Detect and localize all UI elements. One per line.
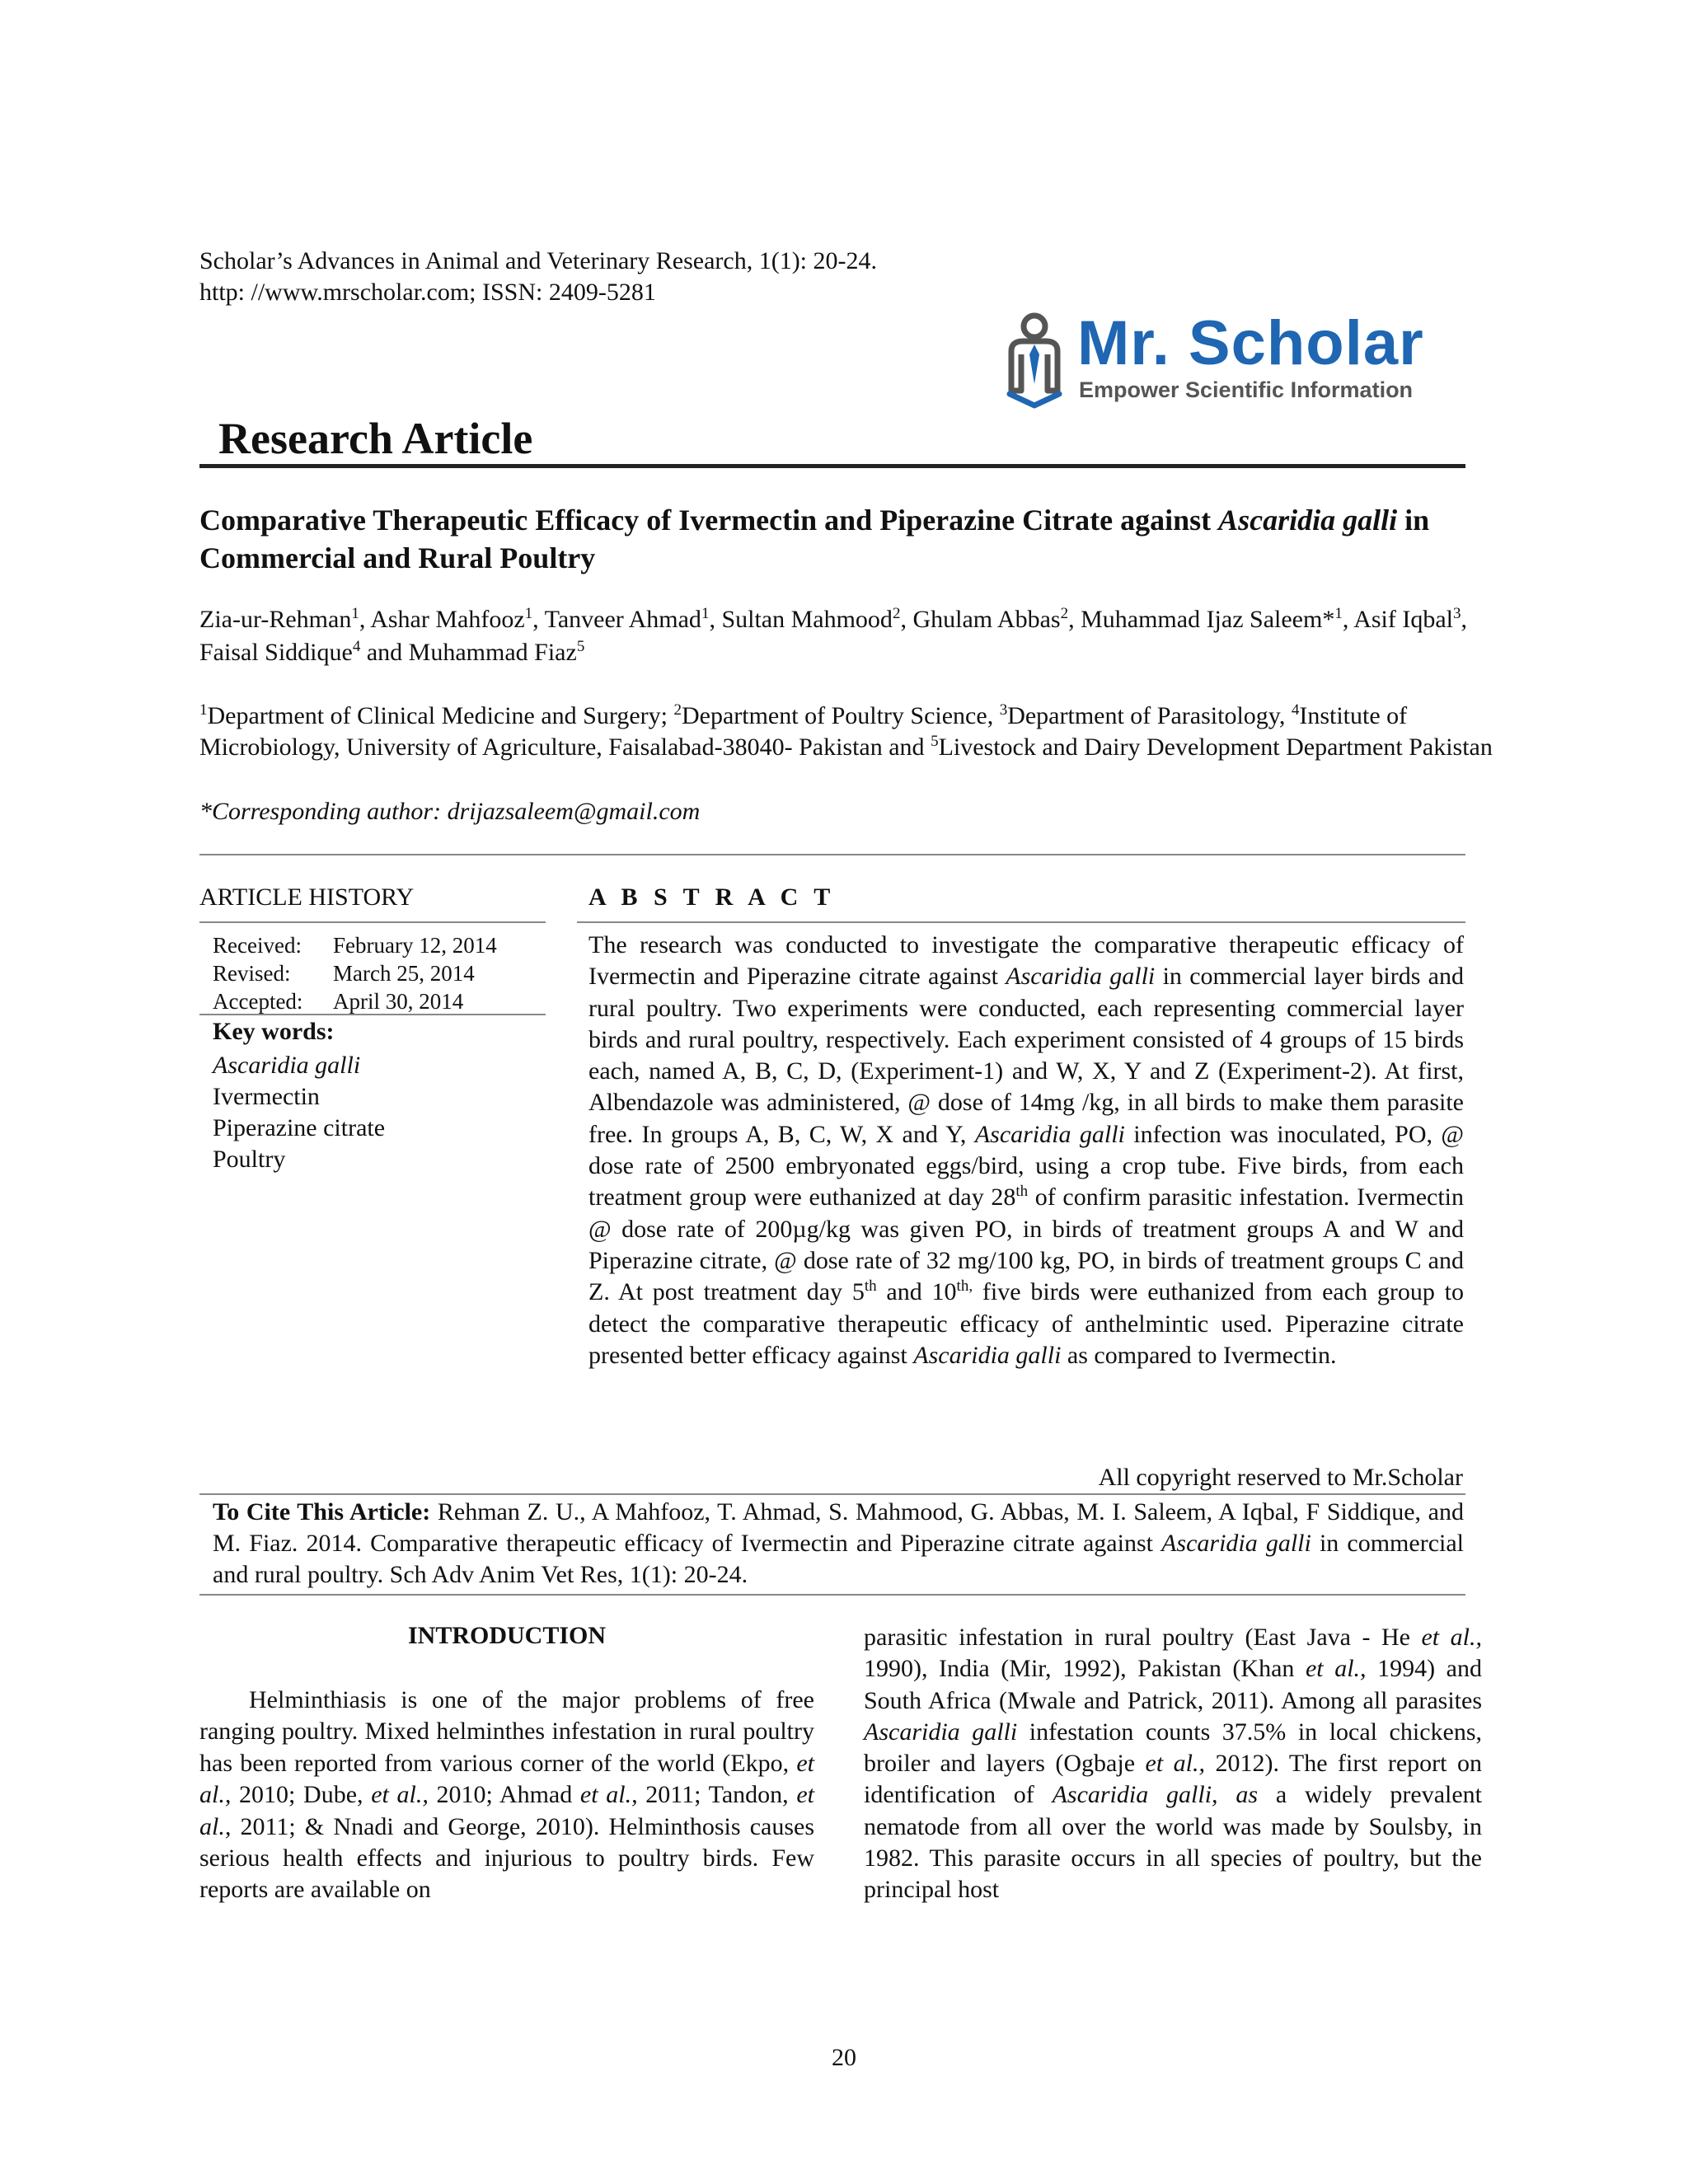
affiliation-number: 3: [999, 701, 1008, 719]
body-text: 1990), India (Mir, 1992), Pakistan (Khan: [864, 1655, 1306, 1683]
citation-italic: et al.,: [199, 1781, 814, 1840]
corresponding-author: *Corresponding author: drijazsaleem@gmail.com: [199, 798, 701, 825]
body-text: 2010; Ahmad: [428, 1781, 580, 1809]
author-name: Muhammad Ijaz Saleem*: [1081, 606, 1335, 633]
affiliation-number: 2: [673, 701, 682, 719]
introduction-heading: INTRODUCTION: [407, 1622, 607, 1649]
cite-label: To Cite This Article:: [213, 1498, 431, 1526]
author-name: Sultan Mahmood: [721, 606, 893, 633]
affiliation-text: Livestock and Dairy Development Department Pakistan: [938, 733, 1493, 761]
abstract-body: [588, 930, 1464, 1371]
page-number: 20: [832, 2044, 856, 2071]
abstract-text: infection was inoculated, PO, @ dose rate of 2500 embryonated eggs/bird, using a crop tube. Five birds, from each treatment group were euthanized at day 28: [588, 1120, 1464, 1212]
author-affiliation-number: 1: [1334, 605, 1343, 622]
accepted-label: Accepted:: [213, 989, 303, 1014]
title-part2: in Commercial and Rural Poultry: [199, 504, 1430, 574]
author-separator: and: [360, 639, 409, 666]
affiliation-number: 4: [1291, 701, 1300, 719]
abstract-species: Ascaridia galli: [1006, 963, 1156, 991]
abstract-text: five birds were euthanized from each group to detect the comparative therapeutic efficacy of anthelmintic used. Piperazine citrate presented better efficacy against: [588, 1278, 1464, 1369]
citation-italic: et al.,: [371, 1781, 429, 1809]
keyword-item: Ivermectin: [213, 1083, 320, 1110]
body-text: 2011; & Nnadi and George, 2010). Helminthosis causes serious health effects and injurious to poultry birds. Few reports are available on: [199, 1812, 814, 1904]
affiliation-text: Institute of Microbiology, University of Agriculture, Faisalabad-38040- Pakistan and: [199, 702, 1408, 761]
citation-italic: Ascaridia galli: [864, 1718, 1018, 1746]
header-divider: [199, 464, 1465, 468]
citation-italic: et al.,: [1305, 1655, 1367, 1683]
author-separator: ,: [1461, 606, 1467, 633]
introduction-column-left: [199, 1685, 814, 1906]
author-separator: ,: [1068, 606, 1081, 633]
received-row: [213, 931, 497, 959]
abstract-heading: A B S T R A C T: [588, 883, 836, 911]
affiliation-text: Department of Parasitology,: [1007, 702, 1292, 729]
keywords-list: [213, 1050, 385, 1175]
author-affiliation-number: 2: [1060, 605, 1069, 622]
citation-italic: et al.,: [1421, 1624, 1482, 1651]
citation-block: [213, 1497, 1464, 1591]
publisher-logo: [1001, 308, 1479, 419]
affiliation-number: 5: [931, 733, 939, 750]
history-divider-bottom: [199, 1014, 546, 1015]
author-affiliation-number: 2: [892, 605, 901, 622]
author-name: Ghulam Abbas: [912, 606, 1061, 633]
author-separator: ,: [900, 606, 913, 633]
cite-divider-bottom: [199, 1594, 1465, 1596]
revised-row: [213, 959, 497, 987]
author-name: Ashar Mahfooz: [370, 606, 525, 633]
citation-italic: et al.,: [199, 1749, 814, 1809]
abstract-text: of confirm parasitic infestation. Ivermectin @ dose rate of 200µg/kg was given PO, in birds of treatment groups A and W and Piperazine citrate, @ dose rate of 32 mg/100 kg, PO, in birds of treatment groups C and Z. At post treatment day 5: [588, 1183, 1465, 1306]
journal-header: [199, 246, 1024, 308]
article-history-table: [213, 931, 497, 1015]
abstract-species: Ascaridia galli: [913, 1341, 1062, 1369]
body-text: 1994) and South Africa (Mwale and Patrick, 2011). Among all parasites: [864, 1655, 1482, 1714]
author-separator: ,: [709, 606, 722, 633]
abstract-text: as compared to Ivermectin.: [1061, 1341, 1337, 1369]
title-species: Ascaridia galli: [1218, 504, 1398, 537]
keyword-item: Poultry: [213, 1146, 286, 1173]
body-text: a widely prevalent nematode from all over the world was made by Soulsby, in 1982. This parasite occurs in all species of poultry, but the principal host: [864, 1781, 1483, 1904]
keyword-item: Ascaridia galli: [213, 1052, 361, 1079]
accepted-date: April 30, 2014: [333, 989, 464, 1014]
affiliation-list: [199, 701, 1493, 763]
abstract-species: Ascaridia galli: [974, 1120, 1125, 1148]
author-name: Tanveer Ahmad: [544, 606, 701, 633]
cite-text: Rehman Z. U., A Mahfooz, T. Ahmad, S. Mahmood, G. Abbas, M. I. Saleem, A Iqbal, F Siddique, and M. Fiaz. 2014. Comparative therapeutic efficacy of Ivermectin and Piperazine citrate against: [213, 1498, 1464, 1557]
author-separator: ,: [532, 606, 545, 633]
author-affiliation-number: 4: [352, 638, 361, 655]
author-name: Faisal Siddique: [199, 639, 353, 666]
author-name: Zia-ur-Rehman: [199, 606, 352, 633]
cite-species: Ascaridia galli: [1161, 1530, 1311, 1557]
journal-citation-line: Scholar’s Advances in Animal and Veterinary Research, 1(1): 20-24.: [199, 247, 878, 274]
accepted-row: [213, 987, 497, 1015]
author-name: Asif Iqbal: [1353, 606, 1453, 633]
history-divider-top: [199, 921, 546, 923]
introduction-column-right: [864, 1622, 1482, 1906]
body-text: parasitic infestation in rural poultry (East Java - He: [864, 1624, 1422, 1651]
author-separator: ,: [1342, 606, 1354, 633]
body-text: 2012). The first report on identification of: [864, 1750, 1482, 1809]
author-list: [199, 603, 1493, 669]
abstract-text: The research was conducted to investigate the comparative therapeutic efficacy of Ivermectin and Piperazine citrate against: [588, 931, 1464, 991]
affiliation-divider: [199, 854, 1465, 855]
body-text: Helminthiasis is one of the major problems of free ranging poultry. Mixed helminthes infestation in rural poultry has been reported from various corner of the world (Ekpo,: [199, 1686, 814, 1777]
revised-label: Revised:: [213, 961, 291, 986]
abstract-superscript: th: [864, 1277, 877, 1296]
revised-date: March 25, 2014: [333, 961, 475, 986]
keywords-heading: Key words:: [213, 1018, 335, 1045]
author-affiliation-number: 1: [701, 605, 710, 622]
abstract-text: and 10: [876, 1278, 957, 1306]
article-title: [199, 501, 1493, 577]
logo-name: Mr. Scholar: [1077, 308, 1424, 378]
scholar-person-icon: [1001, 312, 1067, 409]
received-date: February 12, 2014: [333, 933, 497, 958]
citation-italic: et al.,: [1145, 1750, 1205, 1778]
citation-italic: Ascaridia galli, as: [1052, 1781, 1259, 1809]
copyright-notice: All copyright reserved to Mr.Scholar: [1098, 1464, 1463, 1491]
cite-text: in commercial and rural poultry. Sch Adv Anim Vet Res, 1(1): 20-24.: [213, 1530, 1464, 1588]
abstract-superscript: th: [1015, 1183, 1029, 1201]
received-label: Received:: [213, 933, 302, 958]
body-text: 2010; Dube,: [231, 1781, 372, 1809]
cite-divider-top: [199, 1493, 1465, 1495]
affiliation-text: Department of Poultry Science,: [681, 702, 1000, 729]
affiliation-text: Department of Clinical Medicine and Surgery;: [207, 702, 674, 729]
abstract-superscript: th,: [956, 1277, 973, 1296]
abstract-text: in commercial layer birds and rural poultry. Two experiments were conducted, each representing commercial layer birds and rural poultry, respectively. Each experiment consisted of 4 groups of 15 birds each, named A, B, C, D, (Experiment-1) and W, X, Y and Z (Experiment-2). At first, Albendazole was administered, @ dose of 14mg /kg, in all birds to make them parasite free. In groups A, B, C, W, X and Y,: [588, 963, 1464, 1148]
affiliation-number: 1: [199, 701, 208, 719]
author-name: Muhammad Fiaz: [408, 639, 577, 666]
author-affiliation-number: 1: [524, 605, 533, 622]
author-affiliation-number: 1: [351, 605, 359, 622]
keyword-item: Piperazine citrate: [213, 1114, 386, 1141]
body-text: 2011; Tandon,: [637, 1781, 797, 1809]
author-affiliation-number: 5: [576, 638, 585, 655]
citation-italic: et al.,: [579, 1781, 638, 1809]
author-affiliation-number: 3: [1453, 605, 1461, 622]
title-part1: Comparative Therapeutic Efficacy of Ivermectin and Piperazine Citrate against: [199, 504, 1219, 537]
author-separator: ,: [359, 606, 371, 633]
article-type-heading: Research Article: [218, 414, 533, 463]
article-history-heading: ARTICLE HISTORY: [199, 883, 415, 911]
abstract-divider: [577, 921, 1465, 923]
logo-tagline: Empower Scientific Information: [1079, 377, 1414, 402]
journal-url-line: http: //www.mrscholar.com; ISSN: 2409-5281: [199, 279, 656, 306]
body-text: infestation counts 37.5% in local chickens, broiler and layers (Ogbaje: [864, 1718, 1483, 1778]
